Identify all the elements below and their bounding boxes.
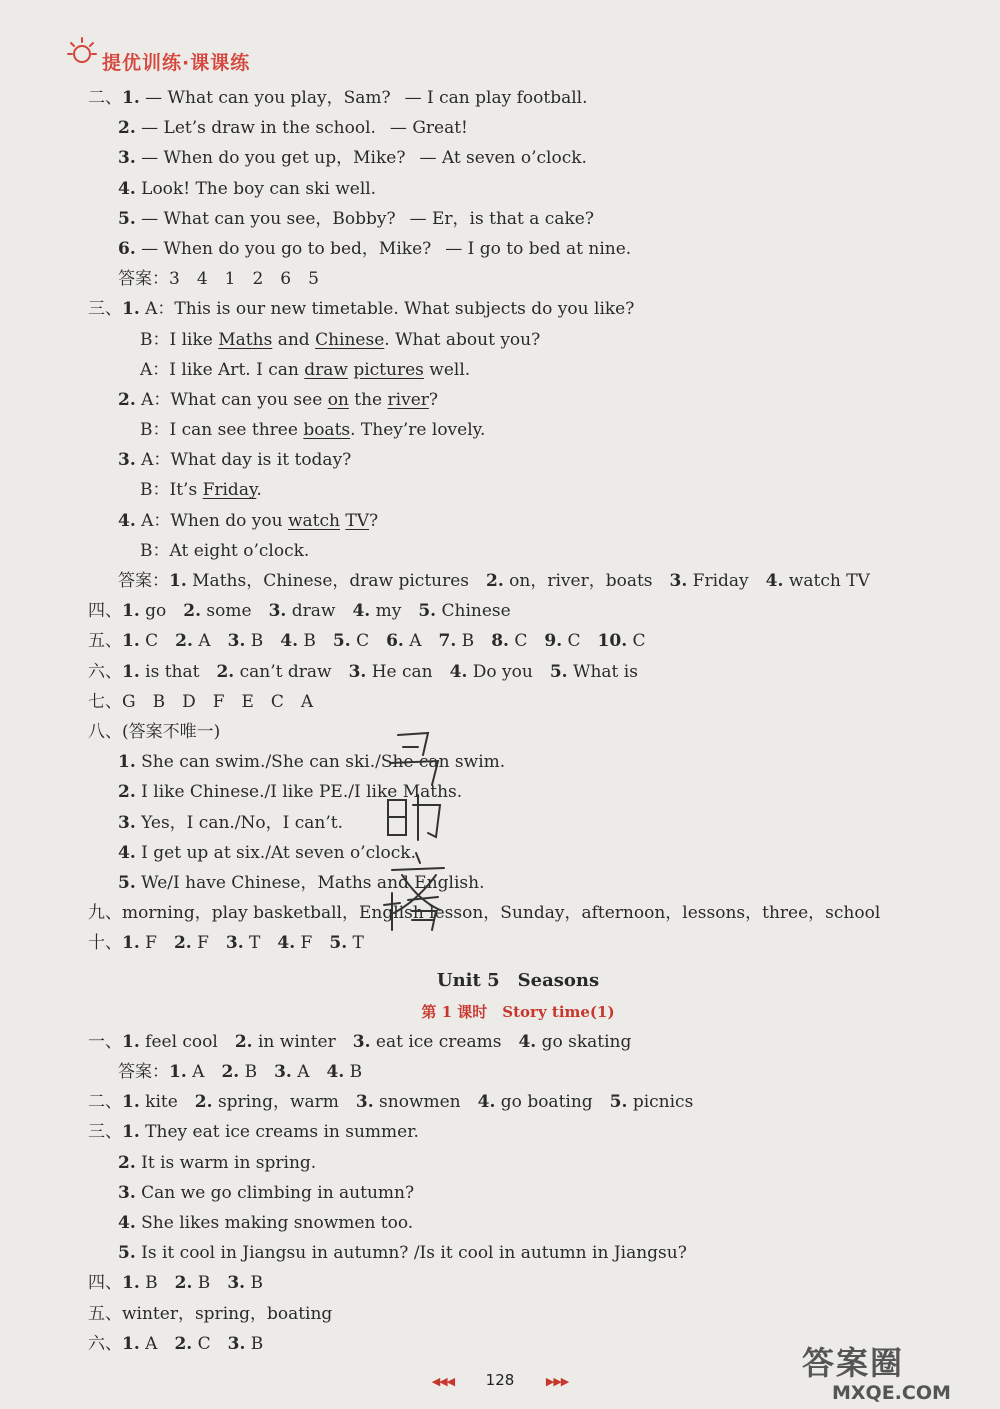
answer-line: 六、1. is that 2. can’t draw 3. He can 4. Do you 5. What is (88, 661, 638, 682)
answer-line: 第 1 课时 Story time(1) (421, 1002, 615, 1021)
answer-line: Unit 5 Seasons (436, 970, 600, 992)
brand-title: 提优训练·课课练 (102, 52, 251, 74)
answer-line: A：I like Art. I can draw pictures well. (140, 359, 471, 380)
answer-line: 3. Can we go climbing in autumn? (118, 1182, 415, 1203)
answer-line: 四、1. go 2. some 3. draw 4. my 5. Chinese (88, 601, 511, 622)
answer-line: 答案：1. A 2. B 3. A 4. B (118, 1062, 363, 1082)
watermark-url: MXQE.COM (832, 1382, 951, 1404)
answer-line: 三、1. They eat ice creams in summer. (88, 1122, 419, 1143)
answer-line: 4. A：When do you watch TV? (118, 510, 379, 531)
answer-line: 3. A：What day is it today? (118, 450, 352, 471)
answer-line: 九、morning，play basketball，English lesson，Sunday，afternoon，lessons，three，school (88, 903, 881, 924)
answer-line: 4. She likes making snowmen too. (118, 1212, 414, 1233)
answer-line: 二、1. kite 2. spring，warm 3. snowmen 4. go boating 5. picnics (88, 1092, 694, 1113)
answer-line: 2. I like Chinese./I like PE./I like Maths. (118, 782, 463, 803)
answer-line: 六、1. A 2. C 3. B (88, 1333, 264, 1354)
sun-icon (62, 32, 102, 72)
answer-line: 五、1. C 2. A 3. B 4. B 5. C 6. A 7. B 8. C 9. C 10. C (88, 631, 646, 652)
answer-line: 5. — What can you see，Bobby? — Er，is that a cake? (118, 208, 594, 229)
answer-line: 4. I get up at six./At seven o’clock. (118, 842, 417, 863)
answer-line: 5. Is it cool in Jiangsu in autumn? /Is it cool in autumn in Jiangsu? (118, 1243, 687, 1264)
watermark (802, 1338, 982, 1404)
answer-line: 3. — When do you get up，Mike? — At seven o’clock. (118, 148, 587, 169)
page-header (60, 28, 360, 78)
answer-line: 2. It is warm in spring. (118, 1152, 317, 1173)
page-number: 128 (485, 1371, 515, 1389)
answer-line: 四、1. B 2. B 3. B (88, 1273, 263, 1294)
answer-line: B：It’s Friday. (140, 480, 262, 501)
answer-content (88, 83, 948, 1359)
answer-line: 3. Yes，I can./No，I can’t. (118, 812, 344, 833)
answer-line: B：I like Maths and Chinese. What about you? (140, 329, 541, 350)
answer-line: 2. — Let’s draw in the school. — Great! (118, 118, 468, 139)
answer-line: 五、winter，spring，boating (88, 1303, 333, 1324)
answer-line: B：I can see three boats. They’re lovely. (140, 420, 486, 441)
answer-line: B：At eight o’clock. (140, 540, 310, 561)
answer-line: 三、1. A：This is our new timetable. What subjects do you like? (88, 299, 635, 320)
answer-line: 1. She can swim./She can ski./She can swim. (118, 752, 506, 773)
prev-arrows-icon: ◀◀◀ (431, 1375, 455, 1388)
answer-line: 二、1. — What can you play，Sam? — I can play football. (88, 88, 588, 108)
answer-line: 2. A：What can you see on the river? (118, 389, 439, 410)
watermark-logo: 答案圈 (802, 1344, 905, 1382)
handwriting-mark (378, 725, 458, 935)
next-arrows-icon: ▶▶▶ (545, 1375, 569, 1388)
answer-line: 一、1. feel cool 2. in winter 3. eat ice creams 4. go skating (88, 1031, 632, 1052)
answer-line: 4. Look! The boy can ski well. (118, 178, 377, 199)
answer-line: 答案：3 4 1 2 6 5 (118, 269, 319, 290)
answer-line: 5. We/I have Chinese，Maths and English. (118, 872, 485, 893)
answer-line: 答案：1. Maths，Chinese，draw pictures 2. on，river，boats 3. Friday 4. watch TV (118, 571, 870, 591)
answer-line: 十、1. F 2. F 3. T 4. F 5. T (88, 933, 364, 954)
answer-line: 七、G B D F E C A (88, 691, 314, 712)
answer-line: 八、(答案不唯一) (88, 721, 221, 742)
answer-line: 6. — When do you go to bed，Mike? — I go to bed at nine. (118, 238, 632, 259)
